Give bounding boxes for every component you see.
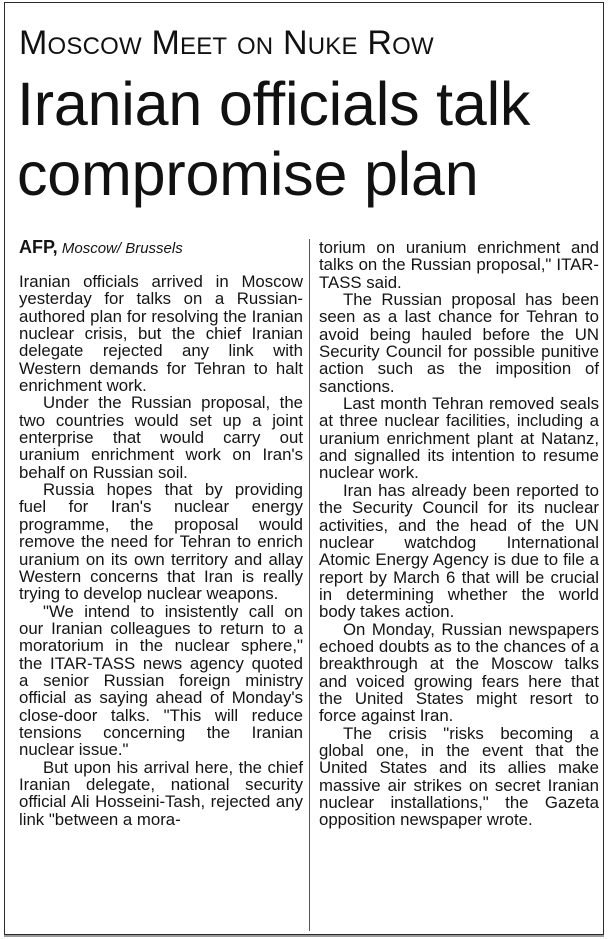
headline-line-2: compromise plan <box>17 140 479 208</box>
article-column-left <box>19 273 303 828</box>
paragraph: The crisis "risks becoming a global one, in the event that the United States and its allies make massive air strikes on secret Iranian nuclear installations," the Gazeta opposition newspaper wrote. <box>319 723 599 830</box>
byline <box>19 237 183 259</box>
headline-line-1: Iranian officials talk <box>17 70 531 138</box>
byline-place: Moscow/ Brussels <box>61 240 183 257</box>
kicker-headline: Moscow Meet on Nuke Row <box>19 24 434 62</box>
column-divider <box>309 239 310 931</box>
paragraph: Iran has already been reported to the Security Council for its nuclear activities, and the head of the UN nuclear watchdog International Atomic Energy Agency is due to file a report by March 6 that will be crucial in determining whether the world body takes action. <box>319 480 599 622</box>
paragraph: Russia hopes that by providing fuel for Iran's nuclear energy programme, the proposal would remove the need for Tehran to enrich uranium on its own territory and allay Western concerns that Iran is really trying to develop nuclear weapons. <box>19 480 303 604</box>
paragraph: Iranian officials arrived in Moscow yesterday for talks on a Russian-authored plan for resolving the Iranian nuclear crisis, but the chief Iranian delegate rejected any link with Western demands for Tehran to halt enrichment work. <box>19 272 303 396</box>
paragraph: Under the Russian proposal, the two countries would set up a joint enterprise that would carry out uranium enrichment work on Iran's behalf on Russian soil. <box>19 393 303 482</box>
byline-agency: AFP, <box>19 237 58 257</box>
paragraph: "We intend to insistently call on our Iranian colleagues to return to a moratorium in the nuclear sphere," the ITAR-TASS news agency quoted a senior Russian foreign ministry official as saying ahead of Monday's close-door talks. "This will reduce tensions concerning the Iranian nuclear issue." <box>19 601 303 760</box>
article-column-right <box>319 239 599 829</box>
paragraph: But upon his arrival here, the chief Iranian delegate, national security official Ali Hosseini-Tash, rejected any link "between a mora- <box>19 757 303 829</box>
newspaper-clipping <box>4 2 604 935</box>
paragraph: torium on uranium enrichment and talks on the Russian proposal," ITAR-TASS said. <box>319 238 599 292</box>
paragraph: On Monday, Russian newspapers echoed doubts as to the chances of a breakthrough at the Moscow talks and voiced growing fears here that the United States might resort to force against Iran. <box>319 619 599 726</box>
main-headline <box>17 69 607 209</box>
bottom-rule <box>4 935 604 937</box>
paragraph: Last month Tehran removed seals at three nuclear facilities, including a uranium enrichment plant at Natanz, and signalled its intention to resume nuclear work. <box>319 394 599 483</box>
paragraph: The Russian proposal has been seen as a last chance for Tehran to avoid being hauled before the UN Security Council for possible punitive action such as the imposition of sanctions. <box>319 290 599 396</box>
